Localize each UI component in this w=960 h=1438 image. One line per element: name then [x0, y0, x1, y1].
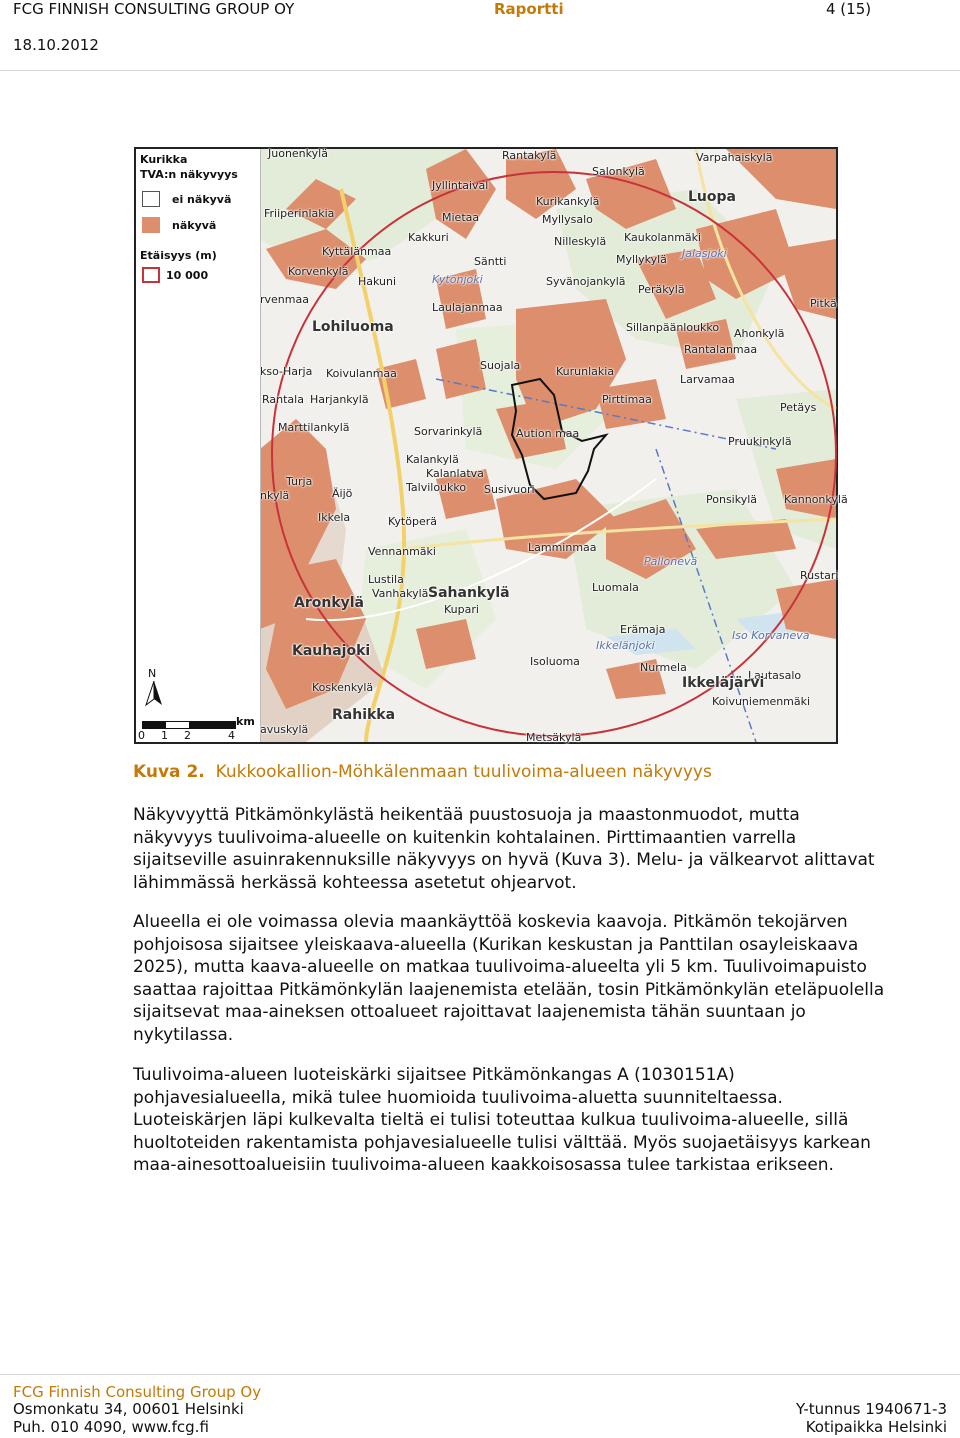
scale-tick: 4 [228, 729, 235, 742]
place-label: Isoluoma [530, 655, 580, 668]
place-label: Vanhakylä [372, 587, 429, 600]
place-label: Pruukinkylä [728, 435, 792, 448]
place-label: Vennanmäki [368, 545, 436, 558]
place-label: Aution maa [516, 427, 580, 440]
footer-address: Osmonkatu 34, 00601 Helsinki [13, 1400, 244, 1418]
place-label: Lamminmaa [528, 541, 597, 554]
paragraph-line: 2025), mutta kaava-alueelle on matkaa tuulivoima-alueelta yli 5 km. Tuulivoimapuisto [133, 957, 867, 978]
place-label: Rustari [800, 569, 839, 582]
place-label: Syvänojankylä [546, 275, 626, 288]
body-paragraph [133, 804, 953, 894]
place-label: Nurmela [640, 661, 687, 674]
place-label: Sorvarinkylä [414, 425, 483, 438]
place-label: Koivuniemenmäki [712, 695, 811, 708]
place-label: Lautasalo [748, 669, 802, 682]
legend-title: Kurikka [140, 153, 188, 166]
header-date: 18.10.2012 [13, 36, 99, 54]
paragraph-line: lähimmässä herkässä kohteessa asetetut ohjearvot. [133, 872, 577, 893]
place-label: Erämaja [620, 623, 666, 636]
north-arrow-icon [144, 681, 164, 707]
legend-label-not-visible: ei näkyvä [172, 193, 232, 206]
place-label: Friiperinlakia [264, 207, 335, 220]
legend-swatch-visible [142, 217, 160, 233]
map-legend [136, 149, 261, 742]
scale-unit: km [236, 715, 255, 728]
legend-label-radius: 10 000 [166, 269, 209, 282]
legend-subtitle: TVA:n näkyvyys [140, 168, 238, 181]
place-label: Rahikka [332, 707, 396, 723]
paragraph-line: pohjoisosa sijaitsee yleiskaava-alueella (Kurikan keskustan ja Panttilan osayleiskaava [133, 934, 859, 955]
figure-caption [133, 762, 712, 782]
place-label: Ikkeläjärvi [682, 675, 765, 691]
paragraph-line: pohjavesialueella, mikä tulee huomioida tuulivoima-aluetta suunniteltaessa. [133, 1087, 783, 1108]
paragraph-line: nykytilassa. [133, 1024, 234, 1045]
place-label: Kurikankylä [536, 195, 600, 208]
place-label: Talviloukko [406, 481, 467, 494]
place-label: Rantala [262, 393, 304, 406]
place-label: avuskylä [260, 723, 309, 736]
header-doc-type: Raportti [494, 0, 564, 18]
place-label: Larvamaa [680, 373, 735, 386]
place-label: Kytönjoki [432, 273, 483, 286]
place-label: Luomala [592, 581, 639, 594]
scale-tick: 2 [184, 729, 191, 742]
footer-divider [0, 1374, 960, 1375]
header-company: FCG FINNISH CONSULTING GROUP OY [13, 0, 295, 18]
place-label: Petäys [780, 401, 817, 414]
footer-domicile: Kotipaikka Helsinki [805, 1418, 947, 1436]
place-label: Kakkuri [408, 231, 449, 244]
place-label: Rantakylä [502, 149, 557, 162]
paragraph-line: saattaa rajoittaa Pitkämönkylän laajenemista etelään, tosin Pitkämönkylän eteläpuolella [133, 979, 885, 1000]
legend-swatch-not-visible [142, 191, 160, 207]
place-label: Luopa [688, 189, 736, 205]
paragraph-line: Luoteiskärjen läpi kulkevalta tieltä ei tulisi toteuttaa kulkua tuulivoima-alueelle, sillä [133, 1110, 849, 1131]
footer-business-id: Y-tunnus 1940671-3 [795, 1400, 947, 1418]
place-label: Myllykylä [616, 253, 667, 266]
place-label: Peräkylä [638, 283, 685, 296]
place-label: Lohiluoma [312, 319, 394, 335]
place-label: Kurunlakia [556, 365, 615, 378]
place-label: Mietaa [442, 211, 480, 224]
place-label: Säntti [474, 255, 507, 268]
place-label: Pallonevä [644, 555, 698, 568]
place-label: Aronkylä [294, 595, 365, 611]
scale-bar [142, 721, 236, 729]
place-label: Kannonkylä [784, 493, 848, 506]
place-label: Laulajanmaa [432, 301, 503, 314]
place-label: Äijö [332, 487, 353, 500]
place-label: Rantalanmaa [684, 343, 758, 356]
place-label: Sillanpäänloukko [626, 321, 720, 334]
place-label: Jyllintaival [432, 179, 489, 192]
paragraph-line: näkyvyys tuulivoima-alueelle on kuitenkin kohtalainen. Pirttimaantien varrella [133, 827, 797, 848]
paragraph-line: Näkyvyyttä Pitkämönkylästä heikentää puustosuoja ja maastonmuodot, mutta [133, 805, 800, 825]
place-label: Jalasjoki [682, 247, 727, 260]
scale-tick: 0 [138, 729, 145, 742]
place-label: Pirttimaa [602, 393, 652, 406]
paragraph-line: sijaitsevat maa-aineksen ottoalueet rajoittavat laajenemista tähän suuntaan jo [133, 1002, 806, 1023]
place-label: Kauhajoki [292, 643, 371, 659]
header-page-number: 4 (15) [826, 0, 872, 18]
legend-swatch-radius [142, 267, 160, 283]
place-label: Kupari [444, 603, 479, 616]
place-label: Ahonkylä [734, 327, 785, 340]
paragraph-line: maa-ainesottoalueisiin tuulivoima-alueen kaakkoisosassa tulee tarkistaa erikseen. [133, 1155, 834, 1176]
place-label: Ponsikylä [706, 493, 758, 506]
place-label: Sahankylä [428, 585, 510, 601]
paragraph-line: sijaitseville asuinrakennuksille näkyvyys on hyvä (Kuva 3). Melu- ja välkearvot alittavat [133, 850, 875, 871]
place-label: Lustila [368, 573, 404, 586]
footer-contact: Puh. 010 4090, www.fcg.fi [13, 1418, 209, 1436]
place-label: rvenmaa [260, 293, 309, 306]
place-label: Kalanlatva [426, 467, 484, 480]
place-label: Koskenkylä [312, 681, 374, 694]
header-divider [0, 70, 960, 71]
place-label: Myllysalo [542, 213, 593, 226]
place-label: Korvenkylä [288, 265, 349, 278]
paragraph-line: huoltoteiden rakentamista pohjavesialueelle tulisi välttää. Myös suojaetäisyys karkean [133, 1132, 871, 1153]
place-label: Harjankylä [310, 393, 369, 406]
place-label: Kaukolanmäki [624, 231, 702, 244]
visibility-map [134, 147, 848, 744]
place-label: Koivulanmaa [326, 367, 397, 380]
place-label: Ikkela [318, 511, 351, 524]
north-label: N [148, 667, 157, 680]
place-label: Kytöperä [388, 515, 437, 528]
legend-distance-title: Etäisyys (m) [140, 249, 217, 262]
place-label: Turja [286, 475, 313, 488]
paragraph-line: Alueella ei ole voimassa olevia maankäyttöä koskevia kaavoja. Pitkämön tekojärven [133, 912, 848, 932]
figure-caption-label: Kuva 2. [133, 762, 205, 782]
body-paragraph [133, 1064, 953, 1177]
place-label: Nilleskylä [554, 235, 607, 248]
place-label: Varpahaiskylä [696, 151, 773, 164]
place-label: Pitkä [810, 297, 837, 310]
place-label: Kalankylä [406, 453, 459, 466]
place-label: Marttilankylä [278, 421, 350, 434]
footer-company: FCG Finnish Consulting Group Oy [13, 1383, 262, 1401]
place-label: kso-Harja [260, 365, 313, 378]
place-label: Metsäkylä [526, 731, 582, 744]
place-label: Juonenkylä [268, 147, 328, 160]
paragraph-line: Tuulivoima-alueen luoteiskärki sijaitsee Pitkämönkangas A (1030151A) [133, 1065, 735, 1085]
place-label: nkylä [260, 489, 290, 502]
place-label: Ikkelänjoki [596, 639, 655, 652]
place-label: Salonkylä [592, 165, 645, 178]
place-label: Iso Korvaneva [732, 629, 810, 642]
body-paragraph [133, 911, 953, 1047]
place-label: Kyttälänmaa [322, 245, 392, 258]
scale-tick: 1 [161, 729, 168, 742]
place-label: Suojala [480, 359, 521, 372]
place-label: Hakuni [358, 275, 397, 288]
place-label: Susivuori [484, 483, 535, 496]
legend-label-visible: näkyvä [172, 219, 217, 232]
figure-caption-text: Kukkookallion-Möhkälenmaan tuulivoima-alueen näkyvyys [215, 762, 712, 782]
